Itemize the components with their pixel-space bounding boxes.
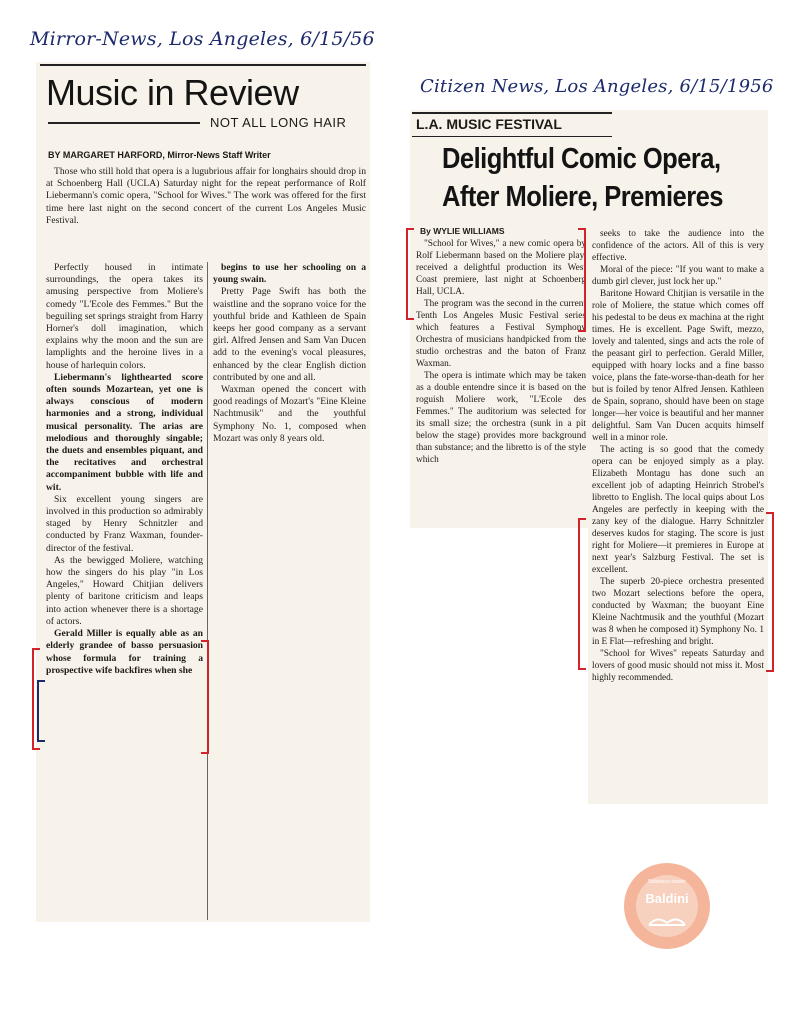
left-column-2	[213, 262, 366, 445]
left-column-1	[46, 262, 203, 922]
right-col1-paragraph-3: The opera is intimate which may be taken as a double entendre since it is based on the roguish Moliere work, "L'Ecole des Femmes." The auditorium was selected for its small size; the orchestra (sunk in a pit below the stage) provides more background than substance; and the libretto is of the style which	[416, 371, 586, 465]
right-red-bracket-1	[406, 228, 414, 320]
left-lead-paragraph: Those who still hold that opera is a lugubrious affair for longhairs should drop in at Schoenberg Hall (UCLA) Saturday night for the repeat performance of Rolf Liebermann's comic opera, "School for Wives." The work was offered for the first time here last night on the second concert of the current Los Angeles Music Festival.	[46, 166, 366, 226]
library-stamp-small-text: Biblioteca statale	[648, 879, 686, 885]
left-lead	[46, 166, 366, 227]
left-col1-paragraph-5: Gerald Miller is equally able as an elderly grandee of basso persuasion whose formula for training a prospective wife backfires when she	[46, 628, 203, 676]
handwritten-left-source: Mirror-News, Los Angeles, 6/15/56	[30, 28, 375, 50]
right-byline: By WYLIE WILLIAMS	[420, 226, 505, 236]
left-col1-paragraph-1: Perfectly housed in intimate surroundings, the opera takes its amusing perspective from Moliere's comedy "L'Ecole des Femmes." But the beguiling set springs straight from Harry Horner's doll imagination, which explains why the moon and the sun are lamplights and the heroine lives in a house of harlequin colors.	[46, 262, 203, 371]
right-col1-paragraph-1: "School for Wives," a new comic opera by Rolf Liebermann based on the Moliere play, received a delightful production its West Coast premiere, last night at Schoenberg Hall, UCLA.	[416, 239, 586, 297]
left-subhead: NOT ALL LONG HAIR	[210, 115, 347, 130]
right-col2-paragraph-6: "School for Wives" repeats Saturday and lovers of good music should not miss it. Most highly recommended.	[592, 649, 764, 683]
left-col1-paragraph-3: Six excellent young singers are involved in this production so admirably staged by Henry Schnitzler and conducted by Franz Waxman, founder-director of the festival.	[46, 493, 203, 554]
right-kicker: L.A. MUSIC FESTIVAL	[416, 116, 562, 132]
left-top-rule	[40, 64, 366, 66]
left-headline: Music in Review	[46, 72, 299, 113]
left-red-bracket-right	[201, 640, 209, 754]
right-headline-line-1: Delightful Comic Opera,	[442, 143, 721, 175]
right-col2-paragraph-4: The acting is so good that the comedy opera can be enjoyed simply as a play. Elizabeth Montagu has done such an excellent job of adapting Heinrich Strobel's libretto to English. The local quips about Los Angeles are perfectly in keeping with the zany key of the dialogue. Harry Schnitzler deserves kudos for staging. The score is just right for Moliere—it premieres in Europe at next year's Salzburg Festival. The set is excellent.	[592, 445, 764, 575]
right-column-1	[416, 238, 586, 466]
right-col2-paragraph-5: The superb 20-piece orchestra presented two Mozart selections before the opera, conducted by Waxman; the buoyant Eine Kleine Nachtmusik and the youthful (Mozart was 8 when he composed it) Symphony No. 1 in E Flat—refreshing and bright.	[592, 577, 764, 647]
library-stamp-name: Baldini	[645, 891, 689, 906]
left-byline: BY MARGARET HARFORD, Mirror-News Staff Writer	[48, 150, 271, 160]
right-headline-line-2: After Moliere, Premieres	[442, 181, 723, 213]
left-subhead-rule	[48, 122, 200, 124]
left-col2-paragraph-3: Waxman opened the concert with good readings of Mozart's "Eine Kleine Nachtmusik" and the youthful Symphony No. 1, composed when Mozart was only 8 years old.	[213, 384, 366, 444]
left-col1-paragraph-4: As the bewigged Moliere, watching how the singers do his play "in Los Angeles," Howard Chitjian delivers plenty of baritone criticism and leaps into action whenever there is a shortage of actors.	[46, 554, 203, 627]
right-column-2	[592, 228, 764, 684]
left-col2-paragraph-2: Pretty Page Swift has both the waistline and the soprano voice for the youthful bride and Kathleen de Spain keeps her good company as a servant girl. Alfred Jensen and Sam Van Ducen add to the evening's vocal pleasures, enhanced by the clear English diction contributed by one and all.	[213, 286, 366, 383]
right-top-rule	[412, 112, 612, 114]
left-blue-bracket	[37, 680, 45, 742]
left-col2-paragraph-1: begins to use her schooling on a young swain.	[213, 262, 366, 286]
right-col1-paragraph-2: The program was the second in the current Tenth Los Angeles Music Festival series which features a Festival Symphony Orchestra of musicians handpicked from the studio orchestras and the baton of Franz Waxman.	[416, 299, 586, 369]
right-red-bracket-4	[766, 512, 774, 672]
left-col1-paragraph-2: Liebermann's lighthearted score often sounds Mozartean, yet one is always conscious of modern harmonies and a strong, individual musical personality. The arias are melodious and thoroughly singable; the duets and ensembles piquant, and the recitatives and orchestral accompaniment bubble with life and wit.	[46, 371, 203, 493]
handwritten-right-source: Citizen News, Los Angeles, 6/15/1956	[420, 76, 774, 97]
left-column-divider	[207, 262, 208, 920]
library-stamp	[624, 863, 710, 949]
right-col2-paragraph-3: Baritone Howard Chitjian is versatile in the role of Moliere, the statue which comes off his pedestal to be deus ex machina at the right times. He is excellent. Page Swift, mezzo, lovely and talented, sings and acts the role of the peasant girl to perfection. Gerald Miller, equipped with hoary locks and a fine basso voice, plans the fate-worse-than-death for her but is foiled by tenor Alfred Jensen. Kathleen de Spain, soprano, should have been on stage longer—her voice is beautiful and her manner delightful. Sam Van Ducen acquits himself well in a minor role.	[592, 289, 764, 443]
book-icon	[647, 913, 687, 927]
right-col2-paragraph-2: Moral of the piece: "If you want to make a dumb girl clever, just lock her up."	[592, 265, 764, 287]
right-col2-paragraph-1: seeks to take the audience into the confidence of the actors. All of this is very effective.	[592, 229, 764, 263]
right-kicker-rule	[412, 136, 612, 137]
right-red-bracket-3	[578, 518, 586, 670]
right-red-bracket-2	[578, 228, 586, 332]
